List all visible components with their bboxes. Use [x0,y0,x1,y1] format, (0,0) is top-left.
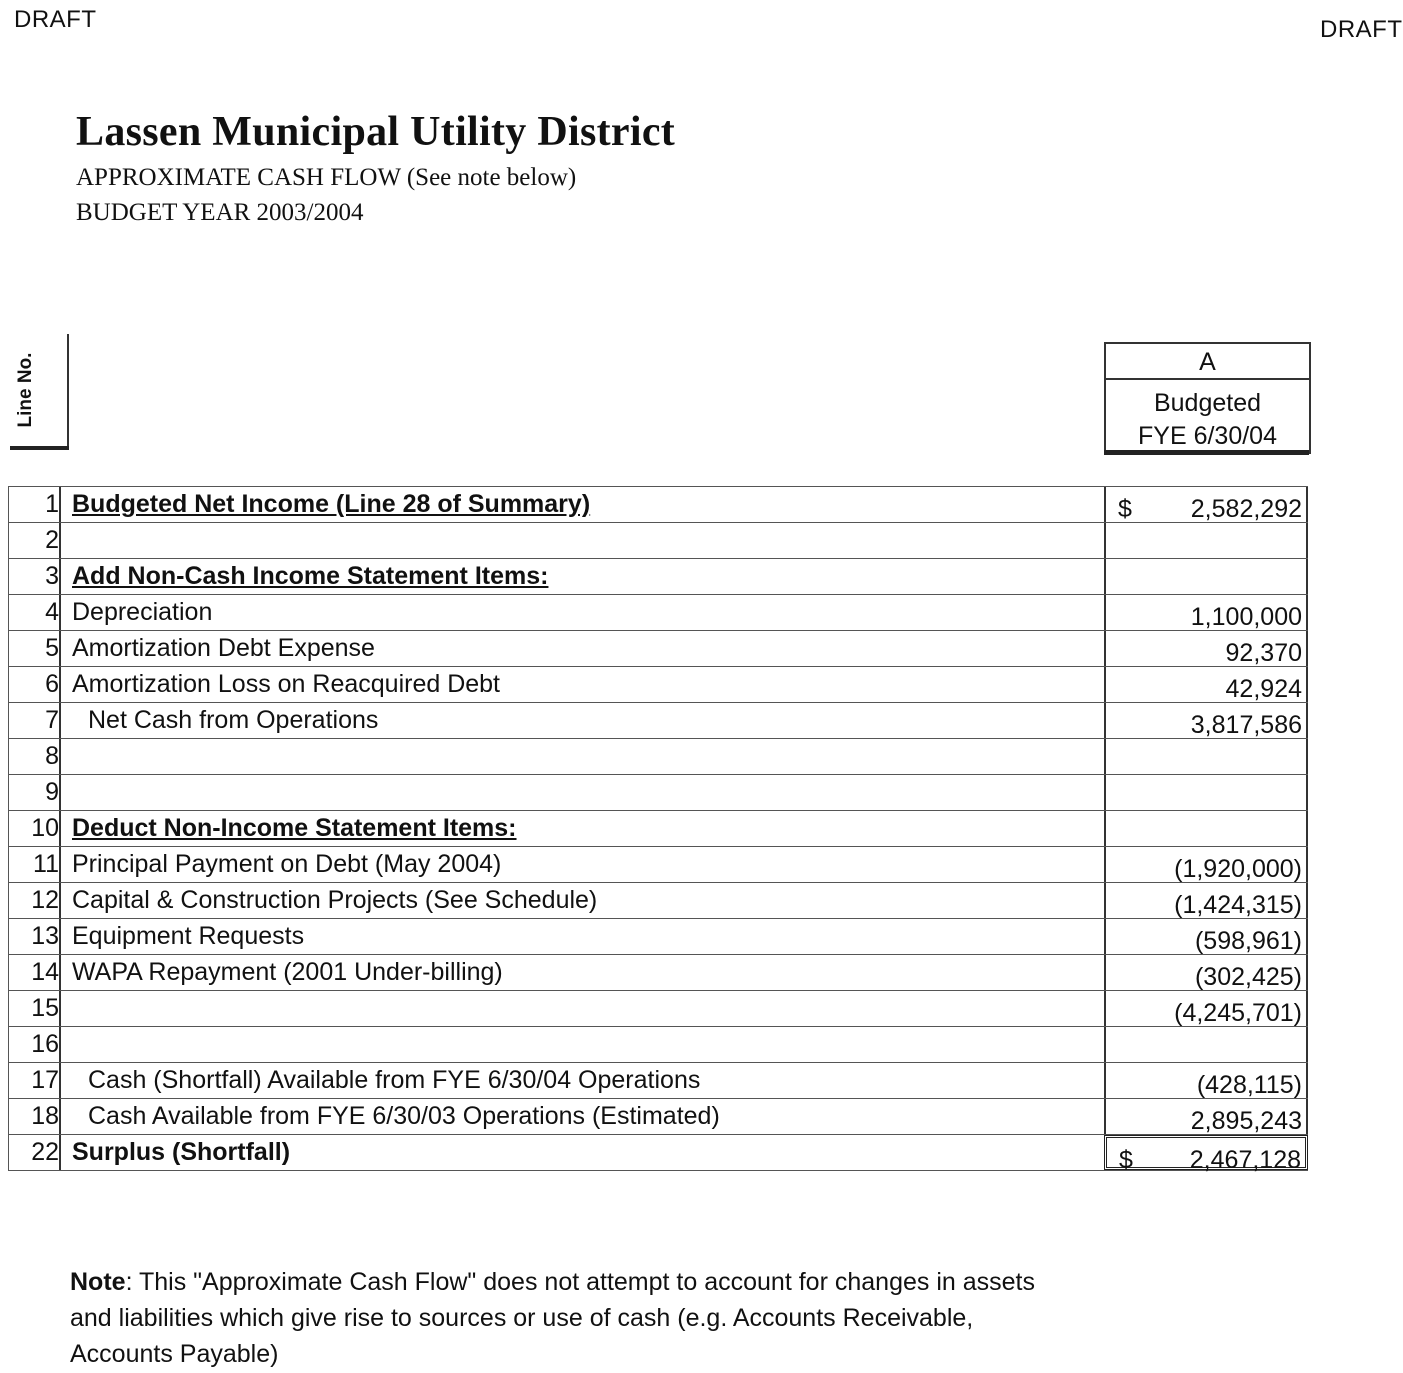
line-amount: (1,424,315) [1174,891,1302,919]
line-number: 9 [8,775,61,810]
line-number: 5 [8,631,61,666]
note-text: : This "Approximate Cash Flow" does not attempt to account for changes in assets and liabilities which give rise to sources or use of cash (e.g. Accounts Receivable, Accounts Payable) [70,1268,1035,1368]
line-amount: 92,370 [1225,639,1302,667]
currency-symbol: $ [1119,1146,1133,1174]
line-number: 1 [8,487,61,522]
table-row [8,631,1308,667]
line-description [72,739,1102,774]
line-number: 3 [8,559,61,594]
line-amount-cell [1104,487,1308,522]
line-amount: 42,924 [1225,675,1302,703]
line-number: 2 [8,523,61,558]
cash-flow-table [8,486,1308,1174]
line-amount-cell [1104,1063,1308,1098]
line-amount-cell [1104,523,1308,558]
line-amount-cell [1104,775,1308,810]
table-row [8,811,1308,847]
table-row [8,523,1308,559]
table-row [8,595,1308,631]
footnote [70,1264,1080,1372]
line-amount: (4,245,701) [1174,999,1302,1027]
line-amount-cell [1104,883,1308,918]
line-amount-cell [1104,847,1308,882]
table-row [8,1063,1308,1099]
page-subtitle: APPROXIMATE CASH FLOW (See note below) [76,164,577,191]
line-description [72,775,1102,810]
line-description [72,1027,1102,1062]
draft-watermark-right: DRAFT [1320,16,1403,43]
note-label: Note [70,1268,126,1296]
column-heading-budgeted: Budgeted [1153,389,1262,417]
line-description: Surplus (Shortfall) [72,1138,291,1166]
table-row [8,847,1308,883]
line-description: Cash Available from FYE 6/30/03 Operations (Estimated) [88,1102,720,1130]
line-amount-cell [1104,559,1308,594]
line-description: WAPA Repayment (2001 Under-billing) [72,958,503,986]
table-row [8,991,1308,1027]
line-amount: 2,895,243 [1190,1107,1302,1135]
line-amount-cell [1104,667,1308,702]
column-header-rule [1104,450,1309,455]
page-title: Lassen Municipal Utility District [76,109,676,155]
line-amount: 3,817,586 [1190,711,1302,739]
draft-watermark-left: DRAFT [14,6,97,33]
line-amount-cell [1104,739,1308,774]
table-row [8,1135,1308,1174]
column-letter: A [1106,344,1309,380]
line-amount-cell [1104,631,1308,666]
table-row [8,703,1308,739]
line-description: Amortization Loss on Reacquired Debt [72,670,501,698]
line-number: 15 [8,991,61,1026]
line-amount: 2,467,128 [1189,1146,1301,1174]
line-amount-cell [1104,1099,1308,1134]
line-description: Principal Payment on Debt (May 2004) [72,850,502,878]
line-number: 6 [8,667,61,702]
line-description: Budgeted Net Income (Line 28 of Summary) [72,490,591,518]
line-amount-cell [1104,1027,1308,1062]
table-row [8,667,1308,703]
line-amount-cell [1104,1135,1308,1174]
line-amount: (428,115) [1196,1071,1302,1099]
line-number: 8 [8,739,61,774]
column-heading-fye: FYE 6/30/04 [1138,422,1277,450]
line-description: Add Non-Cash Income Statement Items: [72,562,549,590]
line-number: 11 [8,847,61,882]
line-description [72,523,1102,558]
table-row [8,883,1308,919]
budget-year: BUDGET YEAR 2003/2004 [76,199,364,226]
table-row [8,1099,1308,1135]
line-description: Deduct Non-Income Statement Items: [72,814,517,842]
table-row [8,1027,1308,1063]
line-number: 13 [8,919,61,954]
line-amount-cell [1104,595,1308,630]
currency-symbol: $ [1118,495,1132,523]
line-number: 14 [8,955,61,990]
table-row [8,919,1308,955]
line-amount: (302,425) [1194,963,1302,991]
line-amount: 2,582,292 [1190,495,1302,523]
table-row [8,559,1308,595]
line-amount-cell [1104,991,1308,1026]
line-number: 17 [8,1063,61,1098]
line-description: Equipment Requests [72,922,305,950]
line-number: 16 [8,1027,61,1062]
line-number: 4 [8,595,61,630]
table-row [8,775,1308,811]
line-amount-cell [1104,811,1308,846]
line-number: 12 [8,883,61,918]
table-row [8,486,1308,523]
line-description: Net Cash from Operations [88,706,379,734]
line-amount-cell [1104,703,1308,738]
line-description: Amortization Debt Expense [72,634,375,662]
line-number: 10 [8,811,61,846]
line-amount: (1,920,000) [1174,855,1302,883]
line-description: Capital & Construction Projects (See Schedule) [72,886,598,914]
line-number-header: Line No. [15,352,36,428]
line-description [72,991,1102,1026]
line-amount: (598,961) [1194,927,1302,955]
column-a-header [1104,342,1311,454]
line-description: Cash (Shortfall) Available from FYE 6/30/04 Operations [88,1066,701,1094]
line-number: 22 [8,1135,61,1170]
line-amount-cell [1104,955,1308,990]
line-number: 18 [8,1099,61,1134]
line-description: Depreciation [72,598,213,626]
line-amount-cell [1104,919,1308,954]
line-number: 7 [8,703,61,738]
line-amount: 1,100,000 [1190,603,1302,631]
table-row [8,955,1308,991]
table-row [8,739,1308,775]
